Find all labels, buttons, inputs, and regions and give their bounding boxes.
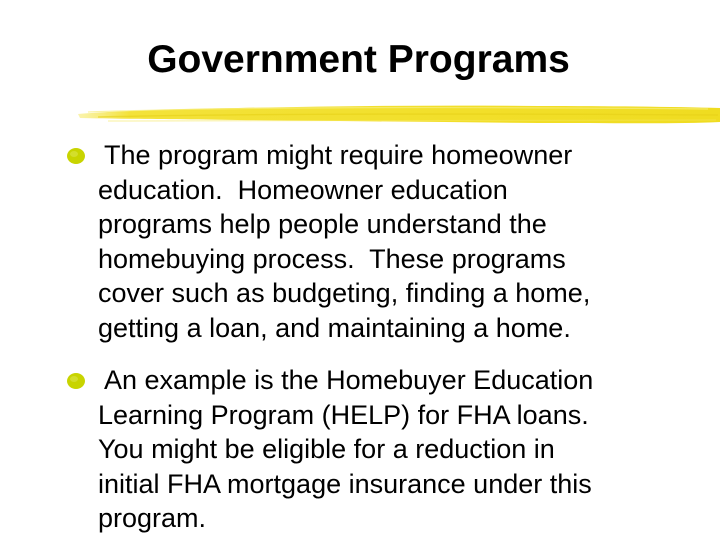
bullet-marker-icon [66, 147, 86, 165]
bullet-text [98, 363, 700, 536]
bullet-line: cover such as budgeting, finding a home, [98, 278, 591, 308]
bullet-line: You might be eligible for a reduction in [98, 434, 555, 464]
bullet-line: The program might require homeowner [104, 140, 573, 170]
bullet-line: Learning Program (HELP) for FHA loans. [98, 399, 589, 430]
bullet-line: getting a loan, and maintaining a home. [98, 312, 571, 343]
slide-title: Government Programs [147, 38, 570, 81]
bullet-line: education. Homeowner education [98, 174, 508, 205]
title-underline-brushstroke [78, 100, 720, 130]
bullet-line: An example is the Homebuyer Education [104, 365, 594, 395]
bullet-marker-icon [66, 372, 86, 390]
bullet-item [0, 363, 720, 536]
bullet-line: programs help people understand the [98, 209, 547, 239]
bullet-list [0, 138, 720, 536]
bullet-text [98, 138, 700, 345]
bullet-line: initial FHA mortgage insurance under this [98, 468, 592, 499]
bullet-line: homebuying process. These programs [98, 243, 566, 274]
bullet-item [0, 138, 720, 345]
bullet-line: program. [98, 503, 207, 533]
